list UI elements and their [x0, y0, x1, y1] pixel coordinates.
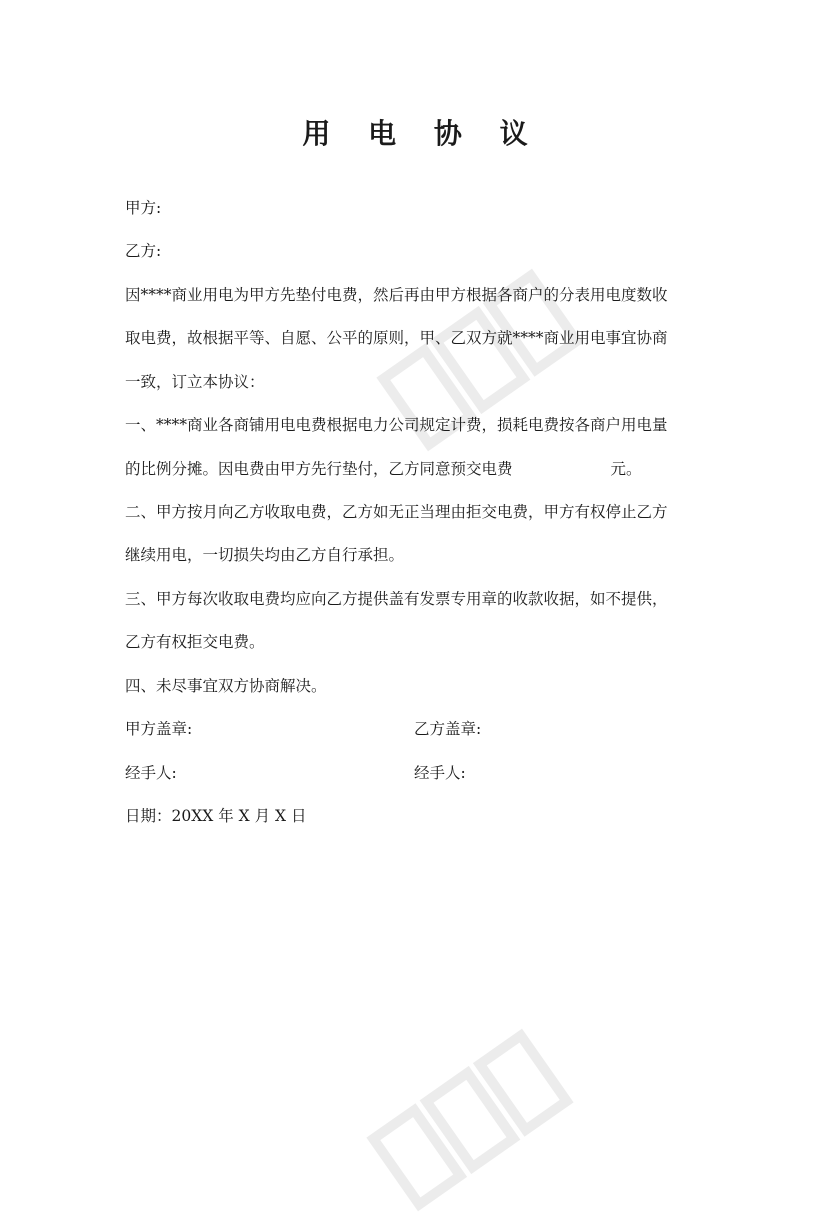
party-b-seal: 乙方盖章:	[414, 720, 482, 738]
clause-3-line: 乙方有权拒交电费。	[125, 633, 265, 651]
party-a-handler: 经手人:	[125, 764, 177, 782]
signing-date: 日期：20XX 年 X 月 X 日	[125, 807, 307, 825]
intro-line: 取电费，故根据平等、自愿、公平的原则，甲、乙双方就****商业用电事宜协商	[125, 329, 668, 347]
clause-3-line: 三、甲方每次收取电费均应向乙方提供盖有发票专用章的收款收据，如不提供，	[125, 590, 668, 608]
clause-2-line: 继续用电，一切损失均由乙方自行承担。	[125, 546, 405, 564]
watermark-icon	[354, 1013, 587, 1226]
clause-2-line: 二、甲方按月向乙方收取电费，乙方如无正当理由拒交电费，甲方有权停止乙方	[125, 503, 668, 521]
page-title: 用 电 协 议	[302, 117, 542, 150]
party-b-handler: 经手人:	[414, 764, 466, 782]
party-a-label: 甲方:	[125, 199, 162, 217]
clause-1-text: 的比例分摊。因电费由甲方先行垫付，乙方同意预交电费	[125, 460, 513, 478]
intro-line: 因****商业用电为甲方先垫付电费，然后再由甲方根据各商户的分表用电度数收	[125, 286, 668, 304]
clause-1-unit: 元。	[610, 460, 642, 478]
intro-line: 一致，订立本协议：	[125, 373, 265, 391]
party-b-label: 乙方:	[125, 242, 162, 260]
clause-4-line: 四、未尽事宜双方协商解决。	[125, 677, 327, 695]
clause-1-line	[125, 457, 715, 479]
party-a-seal: 甲方盖章:	[125, 720, 193, 738]
clause-1-line: 一、****商业各商铺用电电费根据电力公司规定计费，损耗电费按各商户用电量	[125, 416, 668, 434]
